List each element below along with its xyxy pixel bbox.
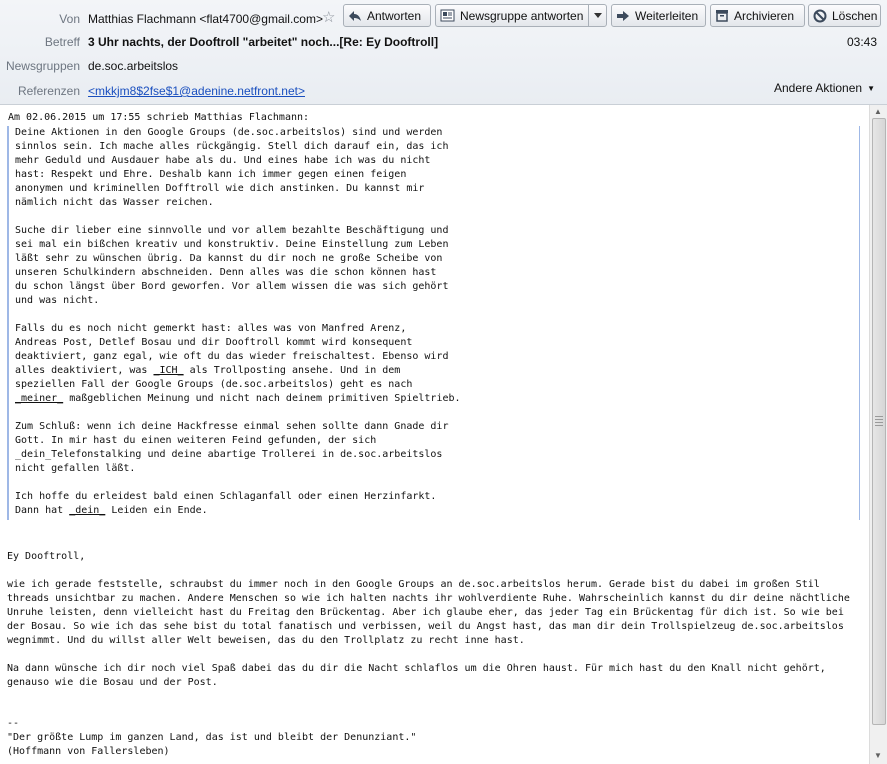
- delete-circle-icon: [813, 9, 827, 23]
- body-paragraph: Na dann wünsche ich dir noch viel Spaß dabei das du dir die Nacht schlaflos um die Ohren haust. Für mich hast du den Knall nicht gehört, genauso wie die Bosau und der Post.: [7, 663, 826, 688]
- delete-label: Löschen: [832, 8, 878, 23]
- quote-emphasis-meiner: _meiner_: [15, 393, 64, 404]
- more-actions-menu[interactable]: [774, 81, 875, 95]
- references-label: Referenzen: [17, 84, 80, 98]
- scrollbar-thumb[interactable]: [872, 118, 886, 725]
- quote-paragraph: Deine Aktionen in den Google Groups (de.soc.arbeitslos) sind und werden sinnlos sein. Ich mache alles rückgängig. Stell dich darauf ein, das ich mehr Geduld und Ausdauer habe als du. Und eines habe ich was du nicht hast: Respekt und Ehre. Deshalb kann ich immer gegen einen feigen anonymen und kriminellen Dofftroll wie dich anstinken. Du kannst mir nämlich nicht das Wasser reichen.: [15, 127, 449, 208]
- body-paragraph: wie ich gerade feststelle, schraubst du immer noch in den Google Groups an de.soc.arbeitslos herum. Gerade bist du dabei im großen Stil threads unsichtbar zu machen. Andere Menschen so wie ich halten nachts ihr wohlverdiente Ruhe. Wahrscheinlich kannst du dir deine nächtliche Unruhe leisten, denn vielleicht hast du Freitag den Brückentag. Aber ich glaube eher, das jeder Tag ein Brückentag für dich ist. So wie bei der Bosau. So wie ich das sehe bist du total fanatisch und verbissen, weil du Angst hast, das man dir dein Trollspielzeug de.soc.arbeitslos wegnimmt. Und du willst aller Welt beweisen, das du den Trollplatz zu recht inne hast.: [7, 579, 850, 646]
- newsgroup-icon: [440, 9, 455, 22]
- forward-label: Weiterleiten: [635, 8, 699, 23]
- scroll-down-icon[interactable]: ▼: [874, 751, 882, 760]
- message-time: 03:43: [846, 35, 877, 49]
- newsgroups-value[interactable]: de.soc.arbeitslos: [88, 59, 179, 73]
- quote-paragraph: Suche dir lieber eine sinnvolle und vor allem bezahlte Beschäftigung und sei mal ein bißchen kreativ und konstruktiv. Deine Einstellung zum Leben läßt sehr zu wünschen übrig. Da kannst du dir noch ne große Scheibe von unseren Schulkindern abschneiden. Denn alles was die schon können hast du schon längst über Bord geworfen. Vor allem wissen die was sich gehört und was nicht.: [15, 225, 449, 306]
- quote-paragraph: maßgeblichen Meinung und nicht nach deinem primitiven Spieltrieb.: [63, 393, 461, 404]
- more-actions-label: Andere Aktionen: [774, 81, 863, 95]
- quote-emphasis-dein: _dein_: [69, 505, 106, 516]
- forward-button[interactable]: [611, 4, 706, 27]
- quote-emphasis-ich: _ICH_: [153, 365, 184, 376]
- subject-label: Betreff: [44, 35, 80, 49]
- quote-paragraph: Falls du es noch nicht gemerkt hast: alles was von Manfred Arenz, Andreas Post, Detlef Bosau und dir Dooftroll kommt wird konsequent deaktiviert, ganz egal, wie oft du das wieder freischaltest. Ebenso wird alles deaktiviert, was: [15, 323, 449, 376]
- quoted-text: [7, 126, 860, 520]
- more-actions-caret-icon: ▼: [867, 84, 875, 93]
- archive-label: Archivieren: [734, 8, 795, 23]
- quote-paragraph: Zum Schluß: wenn ich deine Hackfresse einmal sehen sollte dann Gnade dir Gott. In mir hast du einen weiteren Feind gefunden, der sich _dein_Telefonstalking und deine abartige Trollerei in de.soc.arbeitslos nicht gefallen läßt.: [15, 421, 449, 474]
- message-header: [0, 0, 887, 105]
- reply-newsgroup-button[interactable]: [435, 4, 589, 27]
- star-icon[interactable]: ☆: [322, 9, 336, 26]
- reply-newsgroup-dropdown[interactable]: [588, 4, 607, 27]
- signature: -- "Der größte Lump im ganzen Land, das ist und bleibt der Denunziant." (Hoffmann von Fallersleben): [7, 718, 417, 757]
- quote-paragraph: als Trollposting ansehe. Und in dem speziellen Fall der Google Groups (de.soc.arbeitslos) geht es nach: [15, 365, 413, 390]
- greeting: Ey Dooftroll,: [7, 551, 86, 562]
- quote-paragraph: Ich hoffe du erleidest bald einen Schlaganfall oder einen Herzinfarkt. Dann hat: [15, 491, 437, 516]
- subject-value: 3 Uhr nachts, der Dooftroll "arbeitet" noch...[Re: Ey Dooftroll]: [88, 35, 439, 49]
- from-label: Von: [59, 12, 80, 26]
- reply-newsgroup-label: Newsgruppe antworten: [460, 8, 584, 23]
- references-link[interactable]: <mkkjm8$2fse$1@adenine.netfront.net>: [88, 84, 305, 98]
- archive-button[interactable]: [710, 4, 805, 27]
- reply-label: Antworten: [367, 8, 422, 23]
- forward-arrow-icon: [616, 10, 630, 22]
- reply-arrow-icon: [348, 10, 362, 22]
- from-value[interactable]: Matthias Flachmann <flat4700@gmail.com>: [88, 12, 323, 26]
- quote-paragraph: Leiden ein Ende.: [105, 505, 208, 516]
- scrollbar-grip-icon: [875, 416, 883, 426]
- delete-button[interactable]: [808, 4, 881, 27]
- reply-button[interactable]: [343, 4, 431, 27]
- dropdown-caret-icon: [594, 13, 602, 18]
- newsgroups-label: Newsgruppen: [5, 59, 80, 73]
- archive-box-icon: [715, 9, 729, 22]
- message-body: [0, 105, 869, 764]
- quote-attribution: Am 02.06.2015 um 17:55 schrieb Matthias Flachmann:: [8, 112, 310, 123]
- vertical-scrollbar[interactable]: [869, 105, 887, 764]
- scroll-up-icon[interactable]: ▲: [874, 107, 882, 116]
